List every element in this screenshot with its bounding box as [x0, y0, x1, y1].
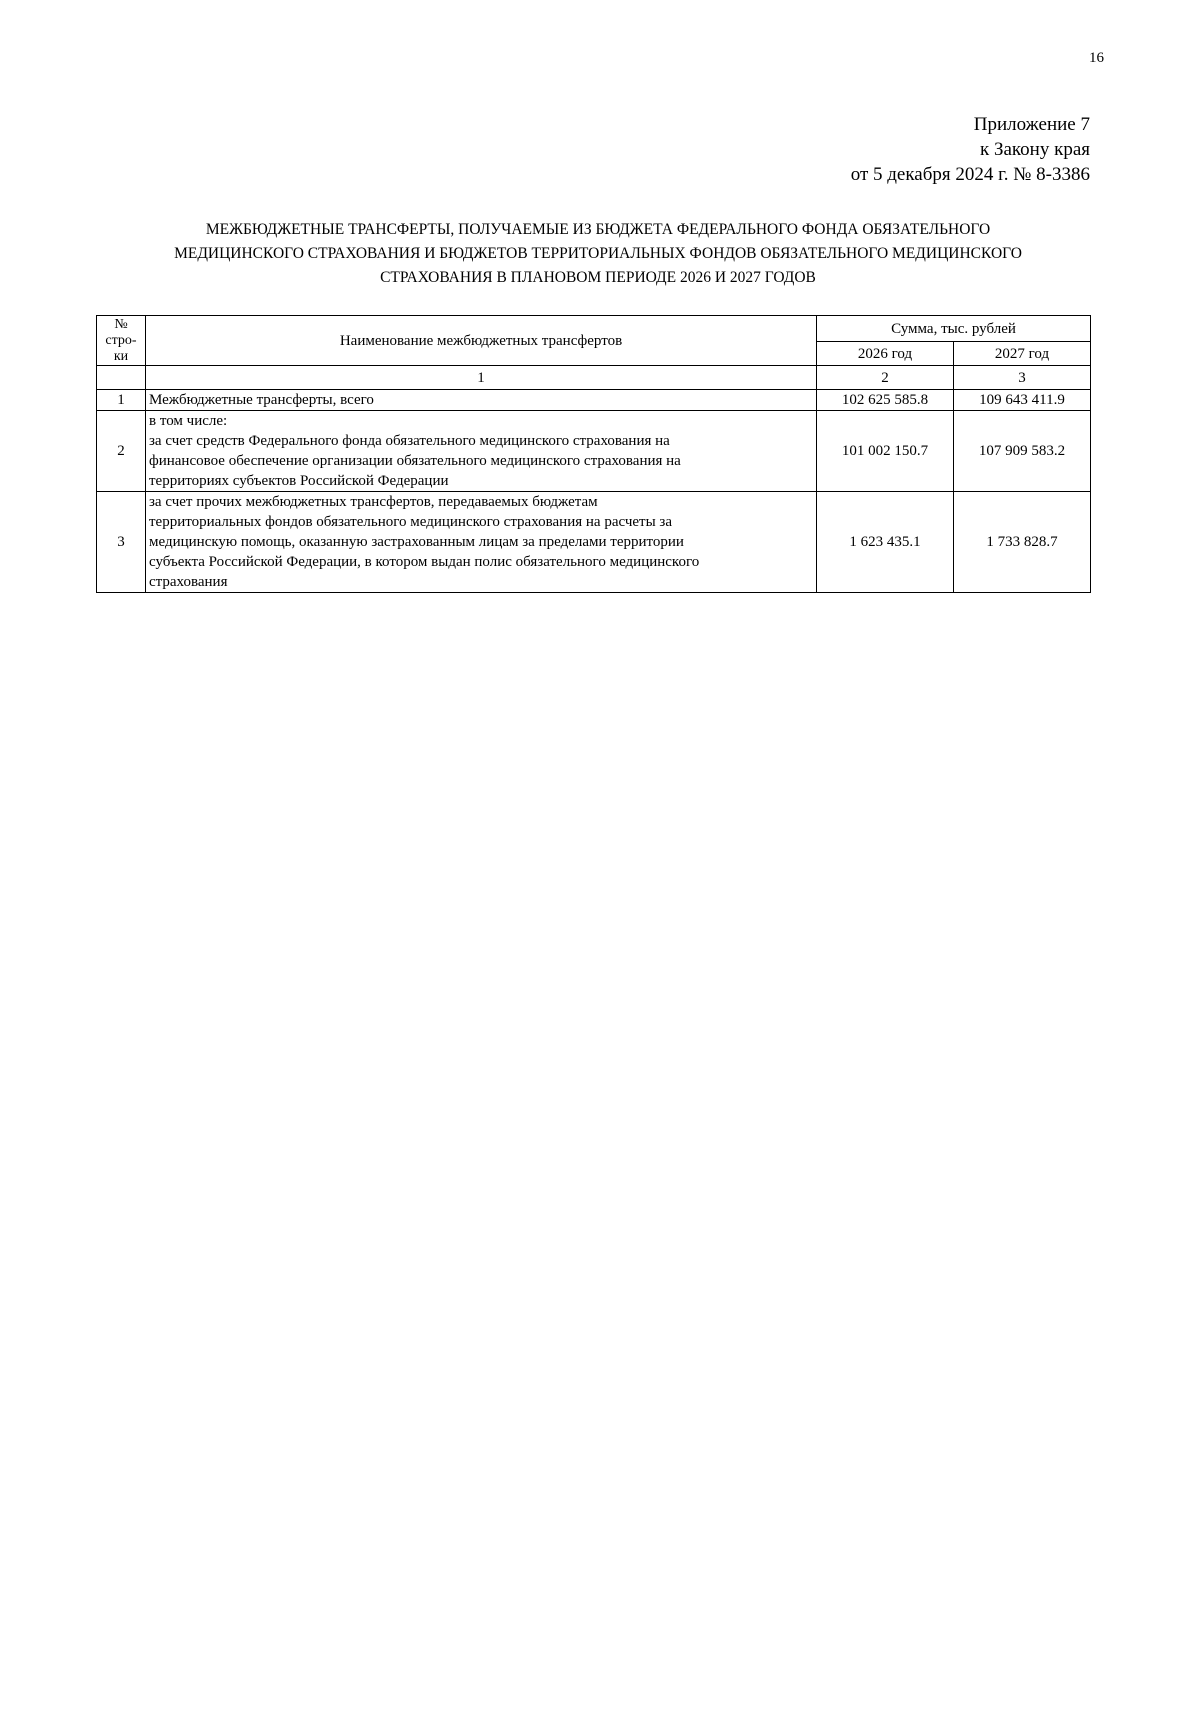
row-transfer-name	[146, 411, 817, 492]
appendix-line-1: Приложение 7	[973, 114, 1090, 135]
row-number: 1	[97, 390, 146, 411]
row-name-line: территориальных фондов обязательного медицинского страхования на расчеты за	[149, 514, 673, 530]
row-name-line: финансовое обеспечение организации обязательного медицинского страхования на	[149, 453, 681, 469]
appendix-line-3: от 5 декабря 2024 г. № 8-3386	[850, 164, 1090, 185]
row-name-line: за счет прочих межбюджетных трансфертов, передаваемых бюджетам	[149, 494, 598, 510]
row-transfer-name	[146, 390, 817, 411]
header-year-2027: 2027 год	[954, 342, 1091, 366]
column-number-2: 2	[817, 366, 954, 390]
title-line-1: МЕЖБЮДЖЕТНЫЕ ТРАНСФЕРТЫ, ПОЛУЧАЕМЫЕ ИЗ БЮДЖЕТА ФЕДЕРАЛЬНОГО ФОНДА ОБЯЗАТЕЛЬНОГО	[205, 221, 991, 238]
row-value-2027: 107 909 583.2	[954, 411, 1091, 492]
column-numbers-row	[97, 366, 1091, 390]
row-name-line: в том числе:	[149, 413, 228, 429]
row-name-line: страхования	[149, 574, 228, 590]
column-number-empty	[97, 366, 146, 390]
table-row	[97, 411, 1091, 492]
column-number-3: 3	[954, 366, 1091, 390]
row-name-line: субъекта Российской Федерации, в котором выдан полис обязательного медицинского	[149, 554, 700, 570]
row-value-2027: 1 733 828.7	[954, 492, 1091, 593]
header-sum: Сумма, тыс. рублей	[817, 316, 1091, 342]
table-row	[97, 390, 1091, 411]
header-row-number: № стро-ки	[97, 316, 146, 366]
appendix-block	[851, 112, 1090, 187]
row-value-2026: 101 002 150.7	[817, 411, 954, 492]
page-number: 16	[1089, 50, 1104, 66]
row-value-2026: 1 623 435.1	[817, 492, 954, 593]
row-number: 2	[97, 411, 146, 492]
row-value-2027: 109 643 411.9	[954, 390, 1091, 411]
header-transfer-name: Наименование межбюджетных трансфертов	[146, 316, 817, 366]
transfers-table	[96, 315, 1091, 593]
row-transfer-name	[146, 492, 817, 593]
table-header-row	[97, 316, 1091, 342]
header-year-2026: 2026 год	[817, 342, 954, 366]
table-row	[97, 492, 1091, 593]
row-number: 3	[97, 492, 146, 593]
row-name-line: территориях субъектов Российской Федерации	[149, 473, 449, 489]
row-name-line: за счет средств Федерального фонда обязательного медицинского страхования на	[149, 433, 670, 449]
appendix-line-2: к Закону края	[979, 139, 1090, 160]
row-name-line: Межбюджетные трансферты, всего	[149, 392, 374, 408]
table-body	[97, 390, 1091, 593]
column-number-1: 1	[146, 366, 817, 390]
row-value-2026: 102 625 585.8	[817, 390, 954, 411]
title-line-2: МЕДИЦИНСКОГО СТРАХОВАНИЯ И БЮДЖЕТОВ ТЕРРИТОРИАЛЬНЫХ ФОНДОВ ОБЯЗАТЕЛЬНОГО МЕДИЦИНСКОГО	[174, 245, 1022, 262]
document-title	[98, 218, 1098, 290]
title-line-3: СТРАХОВАНИЯ В ПЛАНОВОМ ПЕРИОДЕ 2026 И 2027 ГОДОВ	[380, 269, 816, 286]
row-name-line: медицинскую помощь, оказанную застрахованным лицам за пределами территории	[149, 534, 684, 550]
